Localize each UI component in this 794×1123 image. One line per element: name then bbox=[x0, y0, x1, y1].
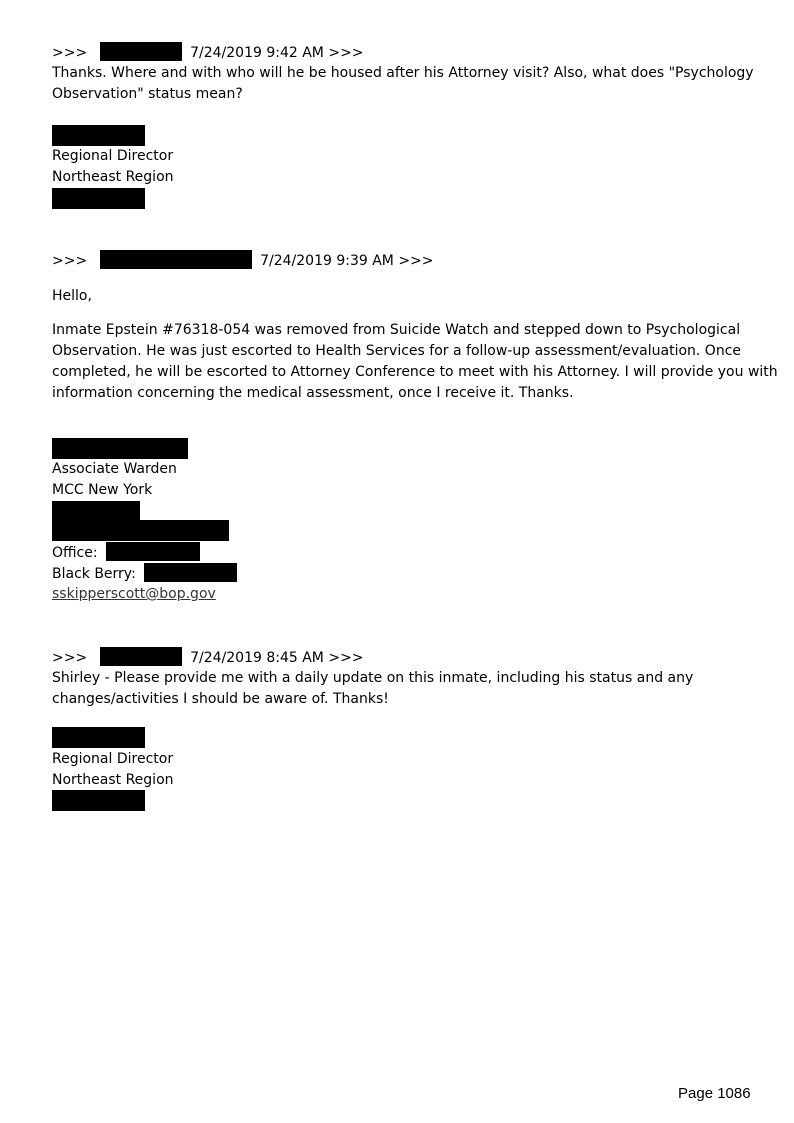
body-line: information concerning the medical assessment, once I receive it. Thanks. bbox=[52, 385, 574, 401]
redacted-contact bbox=[52, 188, 145, 209]
body-line: completed, he will be escorted to Attorney Conference to meet with his Attorney. I will provide you with bbox=[52, 364, 778, 380]
signature-region: Northeast Region bbox=[52, 169, 174, 185]
quote-marker: >>> bbox=[52, 650, 88, 666]
blackberry-line bbox=[52, 563, 237, 584]
redacted-sender bbox=[100, 647, 182, 666]
body-line: Shirley - Please provide me with a daily update on this inmate, including his status and any bbox=[52, 670, 694, 686]
body-line: Inmate Epstein #76318-054 was removed from Suicide Watch and stepped down to Psychological bbox=[52, 322, 741, 338]
body-line: Observation" status mean? bbox=[52, 86, 243, 102]
redacted-contact bbox=[52, 790, 145, 811]
redacted-name bbox=[52, 125, 145, 146]
timestamp: 7/24/2019 9:42 AM >>> bbox=[190, 45, 364, 61]
body-line: Observation. He was just escorted to Health Services for a follow-up assessment/evaluation. Once bbox=[52, 343, 742, 359]
redacted-sender bbox=[100, 250, 252, 269]
blackberry-label: Black Berry: bbox=[52, 566, 136, 582]
redacted-sender bbox=[100, 42, 182, 61]
email-header bbox=[52, 250, 434, 271]
email-header bbox=[52, 647, 364, 668]
office-line bbox=[52, 542, 200, 563]
email-link[interactable]: sskipperscott@bop.gov bbox=[52, 586, 216, 602]
page-number: Page 1086 bbox=[678, 1085, 751, 1102]
timestamp: 7/24/2019 9:39 AM >>> bbox=[260, 253, 434, 269]
quote-marker: >>> bbox=[52, 253, 88, 269]
redacted-phone bbox=[144, 563, 237, 582]
email-header bbox=[52, 42, 364, 63]
quote-marker: >>> bbox=[52, 45, 88, 61]
signature-region: Northeast Region bbox=[52, 772, 174, 788]
redacted-name bbox=[52, 438, 188, 459]
body-line: changes/activities I should be aware of. Thanks! bbox=[52, 691, 389, 707]
redacted-phone bbox=[106, 542, 200, 561]
redacted-line bbox=[52, 520, 229, 541]
timestamp: 7/24/2019 8:45 AM >>> bbox=[190, 650, 364, 666]
redacted-line bbox=[52, 501, 140, 521]
signature-title: Associate Warden bbox=[52, 461, 177, 477]
office-label: Office: bbox=[52, 545, 98, 561]
redacted-name bbox=[52, 727, 145, 748]
signature-org: MCC New York bbox=[52, 482, 153, 498]
greeting: Hello, bbox=[52, 288, 92, 304]
body-line: Thanks. Where and with who will he be housed after his Attorney visit? Also, what does "Psychology bbox=[52, 65, 754, 81]
signature-title: Regional Director bbox=[52, 751, 174, 767]
signature-title: Regional Director bbox=[52, 148, 174, 164]
